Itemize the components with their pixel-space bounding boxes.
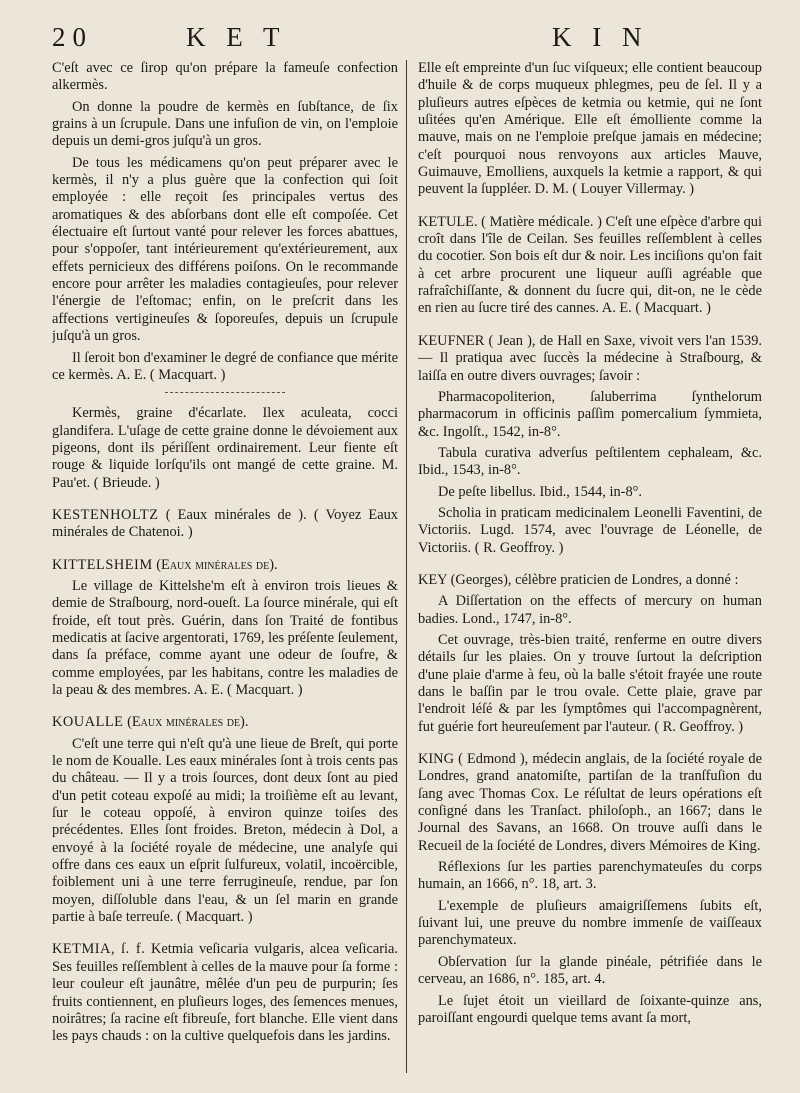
paragraph: C'eſt une terre qui n'eſt qu'à une lieue de Breſt, qui porte le nom de Koualle. Les eaux minérales ſont à trois cents pas du château. — Il y a trois ſources, dont deux ſont au pied d'un petit coteau expoſé au midi; la troiſième eſt au levant, ſur le coteau oppoſé, à environ quinze toiſes des précédentes. Elles ſont froides. Breton, médecin à Dol, a envoyé à la ſociété royale de médecine, une analyſe qui offre dans ces eaux un eſprit ſulfureux, volatil, incoërcible, foiblement uni à une terre ferrugineuſe, rendue, par ſon moyen, diſſoluble dans l'eau, & un ſel marin en grande partie à baſe terreuſe. ( Macquart. ) (52, 735, 398, 926)
paragraph: Le ſujet étoit un vieillard de ſoixante-quinze ans, paroiſſant engourdi quelque tems avant ſa mort, (418, 992, 762, 1026)
bibliography-item: Tabula curativa adverſus peſtilentem cephaleam, &c. Ibid., 1543, in-8°. (418, 444, 762, 479)
entry-kittelsheim (52, 557, 398, 574)
entry-key: KEY (Georges), célèbre praticien de Londres, a donné : (418, 571, 739, 588)
bibliography-item: A Diſſertation on the effects of mercury on human badies. Lond., 1747, in-8°. (418, 593, 762, 627)
paragraph: On donne la poudre de kermès en ſubſtance, de ſix grains à un ſcrupule. Dans une infuſion de vin, on l'emploie depuis un demi-gros juſqu'à un gros. (52, 98, 398, 150)
running-head-right: K I N (552, 22, 649, 52)
left-column (52, 60, 398, 1085)
entry-kermes: Kermès, graine d'écarlate. Ilex aculeata, cocci glandifera. L'uſage de cette graine donne le dévoiement aux pigeons, dont ils périſſent ordinairement. Leur fiente eſt rouge & liquide lorſqu'ils ont mangé de cette graine. M. Pau'et. ( Brieude. ) (52, 405, 398, 491)
paragraph: L'exemple de pluſieurs amaigriſſemens ſubits eſt, ſuivant lui, une preuve du nombre immenſe de vaiſſeaux parenchymateux. (418, 897, 762, 949)
entry-ketule: KETULE. ( Matière médicale. ) C'eſt une eſpèce d'arbre qui croît dans l'île de Ceilan. Ses feuilles reſſemblent à celles du cocotier. Son bois eſt dur & noir. Les inciſions qu'on fait à cet arbre procurent une liqueur auſſi agréable que rafraîchiſſante, & donnent du ſucre qui, dit-on, ne le cède en rien au ſucre tiré des cannes. A. E. ( Macquart. ) (418, 213, 762, 317)
separator-rule (165, 392, 285, 393)
page-number: 20 (52, 22, 93, 52)
bibliography-item: De peſte libellus. Ibid., 1544, in-8°. (438, 483, 642, 500)
headword: KETMIA, ſ. f. (52, 941, 146, 958)
paragraph: Elle eſt empreinte d'un ſuc viſqueux; elle contient beaucoup d'huile & de corps muqueux phlegmes, peu de ſel. Il y a pluſieurs autres eſpèces de ketmia ou ketmie, qui ne ſont uſitées qu'en Amérique. Elle eſt émolliente comme la mauve, mais on ne l'emploie preſque jamais en médecine; c'eſt pourquoi nous renvoyons aux articles Mauve, Guimauve, Emolliens, auxquels la ketmie a rapport, & qui peuvent la ſuppléer. D. M. ( Louyer Villermay. ) (418, 60, 762, 198)
paragraph: Le village de Kittelshe'm eſt à environ trois lieues & demie de Straſbourg, nord-oueſt. La ſource minérale, qui eſt froide, eſt tout près. Guérin, dans ſon Traité de fontibus medicatis at ſacive argentorati, 1769, les préſente ſeulement, dans ſa préface, comme ayant une odeur de ſoufre, & comme employées, par les habitans, contre les maladies de la peau & des membres. A. E. ( Macquart. ) (52, 577, 398, 698)
entry-koualle (52, 714, 398, 731)
paragraph: Il ſeroit bon d'examiner le degré de confiance que mérite ce kermès. A. E. ( Macquart. ) (52, 349, 398, 383)
bibliography-item: Scholia in praticam medicinalem Leonelli Faventini, de Victoriis. Lugd. 1574, avec l'ouvrage de Léonelle, de Victoriis. ( R. Geoffroy. ) (418, 504, 762, 556)
bibliography-item: Obſervation ſur la glande pinéale, pétrifiée dans le cerveau, an 1686, n°. 185, art. 4. (418, 953, 762, 988)
paragraph: C'eſt avec ce ſirop qu'on prépare la fameuſe confection alkermès. (52, 60, 398, 94)
entry-text: ( Eaux minérales de ). ( Voyez Eaux minérales de Chatenoi. ) (52, 506, 398, 541)
entry-keufner: KEUFNER ( Jean ), de Hall en Saxe, vivoit vers l'an 1539. — Il pratiqua avec ſuccès la médecine à Straſbourg, & laiſſa en outre divers ouvrages; ſavoir : (418, 332, 762, 384)
entry-king: KING ( Edmond ), médecin anglais, de la ſociété royale de Londres, grand anatomiſte, partiſan de la tranſfuſion du ſang avec Thomas Cox. Le réſultat de leurs opérations eſt conſigné dans les Tranſact. philoſoph., an 1667; dans le Journal des Savans, an 1668. On trouve auſſi dans le Recueil de la ſociété de Londres, divers Mémoires de King. (418, 751, 762, 854)
entry-text: Ketmia veſicaria vulgaris, alcea veſicaria. Ses feuilles reſſemblent à celles de la mauve pour ſa forme : leur couleur eſt jaunâtre, mêlée d'un peu de purpurin; ſes fruits contiennent, en pluſieurs loges, des ſemences menues, noirâtres; ſa racine eſt fibreuſe, fort blanche. Elle vient dans les pays chauds : on la cultive quelquefois dans les jardins. (52, 941, 398, 1045)
entry-subtitle: (Eaux minérales de). (156, 556, 278, 573)
paragraph: Cet ouvrage, très-bien traité, renferme en outre divers détails ſur les plaies. On y trouve ſurtout la deſcription d'une plaie d'arme à feu, où la balle s'étoit frayée une route dans le baſſin par le trou ovale. Cette plaie, grave par l'endroit léſé & par les ſymptômes qui l'accompagnèrent, fut guérie fort heureuſement par l'auteur. ( R. Geoffroy. ) (418, 631, 762, 735)
column-divider (406, 60, 407, 1073)
headword: KOUALLE (52, 714, 124, 731)
paragraph: De tous les médicamens qu'on peut préparer avec le kermès, il n'y a plus guère que la confection qui ſoit employée : elle reçoit ſes principales vertus des aromatiques & des abſorbans dont elle eſt compoſée. Cet électuaire eſt ſurtout vanté pour relever les forces abattues, pour s'oppoſer, tant intérieurement qu'extérieurement, aux effets pernicieux des différens poiſons. On le recommande encore pour arrêter les maladies contagieuſes, pour relever l'énergie de l'eſtomac; enfin, on le preſcrit dans les affections vertigineuſes & ſoporeuſes, depuis un ſcrupule juſqu'à un gros. (52, 154, 398, 345)
bibliography-item: Réflexions ſur les parties parenchymateuſes du corps humain, an 1666, n°. 18, art. 3. (418, 859, 762, 893)
headword: KESTENHOLTZ (52, 506, 159, 523)
headword: KITTELSHEIM (52, 556, 153, 573)
entry-ketmia (52, 941, 398, 1045)
right-column (418, 60, 762, 1085)
running-head-left: K E T (186, 22, 287, 52)
bibliography-item: Pharmacopoliterion, ſaluberrima ſynthelorum pharmacorum in officinis paſſim pomercalium ſymmieta, &c. Ingolſt., 1542, in-8°. (418, 388, 762, 440)
entry-subtitle: (Eaux minérales de). (127, 714, 249, 731)
entry-kestenholtz (52, 507, 398, 542)
running-header (52, 22, 754, 56)
